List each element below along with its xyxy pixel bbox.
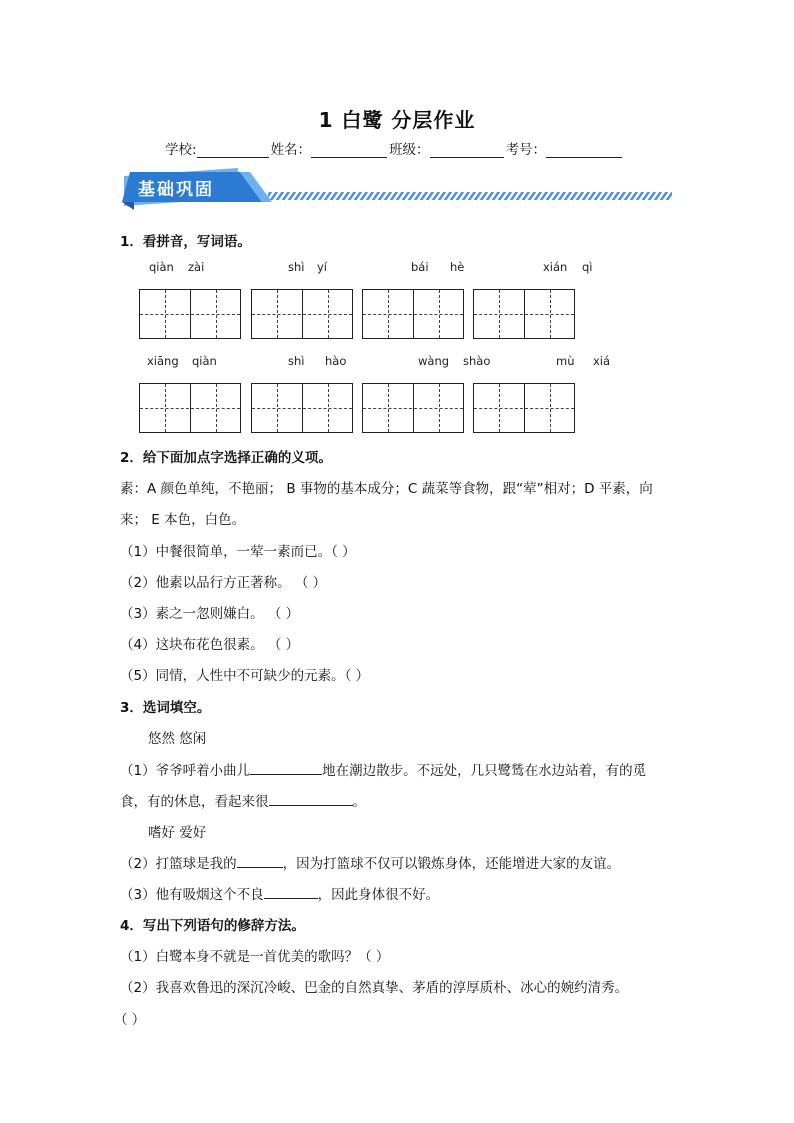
pinyin: xiāng — [147, 354, 179, 368]
question-item: （5）同情，人性中不可缺少的元素。（ ） — [120, 668, 370, 684]
answer-paren[interactable]: （ ） — [114, 1012, 146, 1028]
question-item: （1）中餐很简单，一荤一素而已。（ ） — [120, 544, 356, 560]
word-choices: 悠然 悠闲 — [148, 731, 207, 747]
writing-box[interactable] — [362, 289, 464, 339]
question-item: （1）白鹭本身不就是一首优美的歌吗？（ ） — [120, 949, 390, 965]
question-2-heading: 2．给下面加点字选择正确的义项。 — [120, 450, 332, 466]
definition-line: 来； E 本色，白色。 — [120, 512, 246, 528]
pinyin: mù — [556, 354, 575, 368]
fill-sentence — [120, 759, 646, 779]
sentence-part: （3）他有吸烟这个不良 — [120, 887, 264, 903]
word-choices: 嗜好 爱好 — [148, 825, 207, 841]
student-info-row — [165, 138, 624, 158]
question-item: （3）素之一忽则嫌白。 （ ） — [120, 606, 300, 622]
definition-line: 素：A 颜色单纯，不艳丽； B 事物的基本成分；C 蔬菜等食物，跟“荤”相对；D 平素，向 — [120, 481, 653, 497]
school-label: 学校: — [165, 142, 197, 158]
pinyin: shì — [288, 354, 305, 368]
pinyin: bái — [411, 260, 429, 274]
banner-fold — [122, 202, 134, 210]
blank[interactable] — [269, 792, 353, 806]
writing-box[interactable] — [139, 289, 241, 339]
sentence-part: （1）爷爷呼着小曲儿 — [120, 763, 251, 779]
pinyin: shì — [288, 260, 305, 274]
pinyin: qiàn — [192, 354, 217, 368]
blank[interactable] — [250, 761, 322, 775]
pinyin: hào — [325, 354, 347, 368]
sentence-part: （2）打篮球是我的 — [120, 856, 237, 872]
fill-sentence — [120, 883, 439, 903]
class-field[interactable] — [430, 143, 504, 158]
writing-box[interactable] — [473, 289, 575, 339]
section-banner-title: 基础巩固 — [138, 180, 214, 200]
sentence-part: 。 — [352, 794, 366, 810]
writing-box[interactable] — [473, 383, 575, 433]
fill-sentence — [120, 790, 366, 810]
pinyin: qiàn — [149, 260, 174, 274]
question-4-heading: 4．写出下列语句的修辞方法。 — [120, 918, 305, 934]
pinyin: zài — [188, 260, 205, 274]
question-3-heading: 3．选词填空。 — [120, 700, 211, 716]
writing-box[interactable] — [139, 383, 241, 433]
pinyin: wàng — [418, 354, 450, 368]
pinyin: xián — [543, 260, 568, 274]
pinyin: xiá — [593, 354, 611, 368]
pinyin: shào — [463, 354, 491, 368]
pinyin: yí — [317, 260, 328, 274]
blank[interactable] — [264, 885, 318, 899]
question-item: （2）我喜欢鲁迅的深沉冷峻、巴金的自然真挚、茅盾的淳厚质朴、冰心的婉约清秀。 — [120, 980, 629, 996]
sentence-part: 食，有的休息，看起来很 — [120, 794, 269, 810]
question-1-heading: 1．看拼音，写词语。 — [120, 234, 251, 250]
pinyin: hè — [450, 260, 465, 274]
banner-stripe — [268, 192, 672, 200]
blank[interactable] — [237, 854, 283, 868]
fill-sentence — [120, 852, 620, 872]
exam-no-label: 考号： — [505, 142, 547, 158]
name-label: 姓名： — [270, 142, 312, 158]
question-item: （2）他素以品行方正著称。 （ ） — [120, 575, 327, 591]
exam-no-field[interactable] — [546, 143, 622, 158]
writing-box[interactable] — [251, 289, 353, 339]
sentence-part: ，因此身体很不好。 — [317, 887, 440, 903]
name-field[interactable] — [311, 143, 387, 158]
page-title: 1 白鹭 分层作业 — [318, 108, 476, 132]
question-item: （4）这块布花色很素。 （ ） — [120, 637, 300, 653]
school-field[interactable] — [197, 143, 269, 158]
sentence-part: 地在潮边散步。不远处，几只鹭鸶在水边站着，有的觅 — [322, 763, 647, 779]
writing-box[interactable] — [251, 383, 353, 433]
pinyin: qì — [582, 260, 593, 274]
sentence-part: ，因为打篮球不仅可以锻炼身体，还能增进大家的友谊。 — [282, 856, 621, 872]
class-label: 班级： — [389, 142, 430, 158]
writing-box[interactable] — [362, 383, 464, 433]
